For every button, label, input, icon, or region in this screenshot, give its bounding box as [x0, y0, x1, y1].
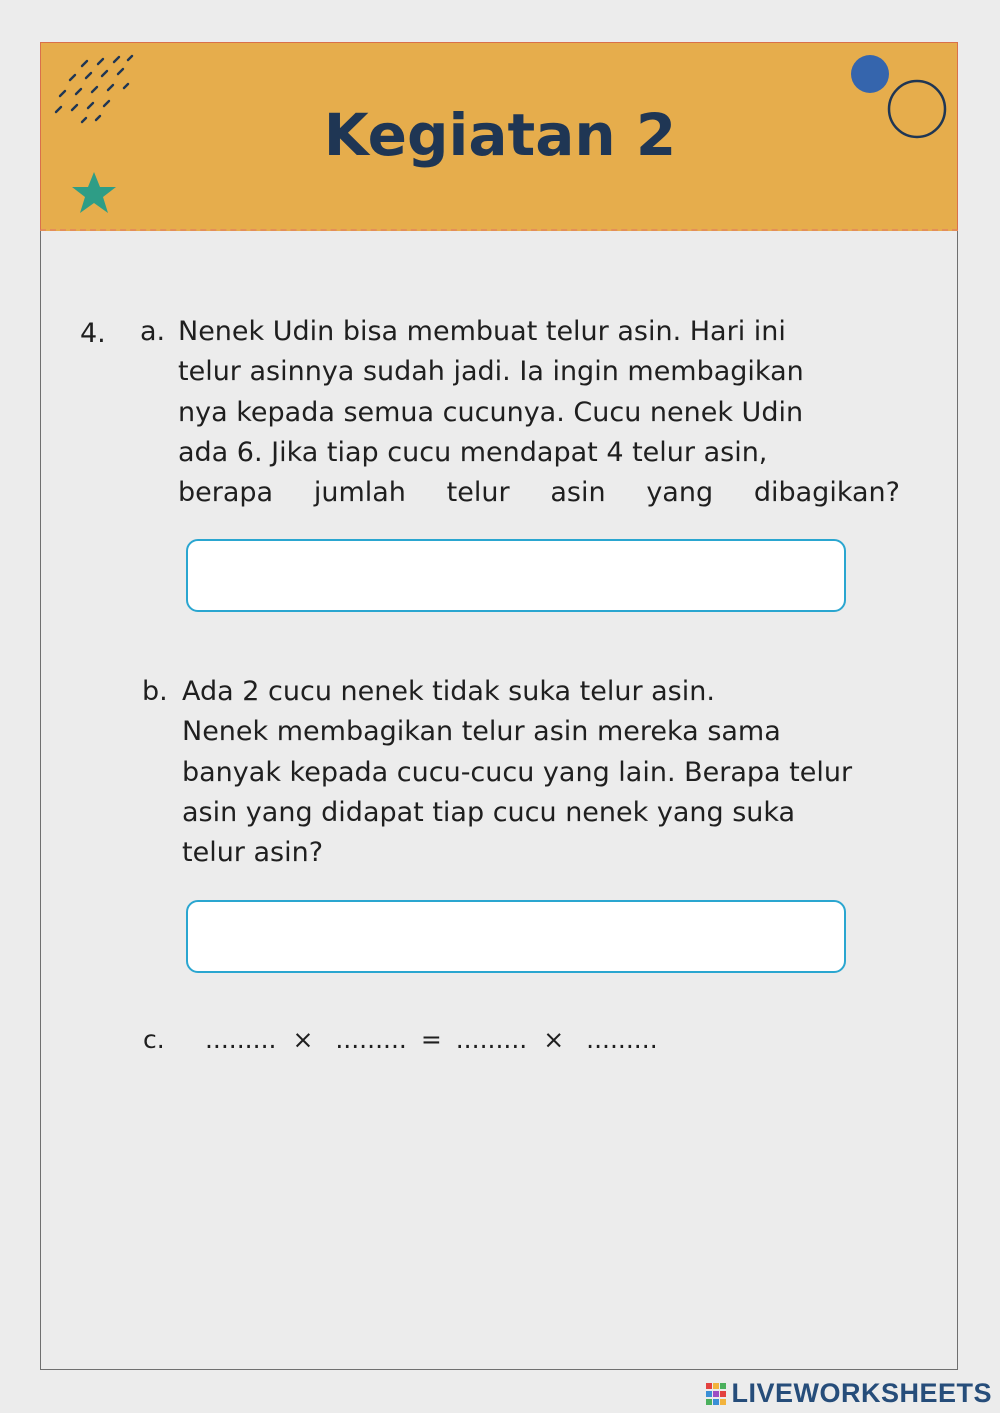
part-b-label: b.	[142, 676, 168, 707]
page-title: Kegiatan 2	[323, 101, 677, 169]
blank-1: .........	[204, 1025, 277, 1054]
question-part-a	[140, 312, 900, 513]
blank-3: .........	[455, 1025, 528, 1054]
word: dibagikan?	[753, 477, 900, 509]
word: berapa	[178, 477, 274, 509]
part-a-line-3: nya kepada semua cucunya. Cucu nenek Udin	[178, 396, 804, 428]
times-sign-2: ×	[543, 1025, 565, 1054]
brand-name: LIVEWORKSHEETS	[731, 1378, 992, 1408]
part-b-line-1: Ada 2 cucu nenek tidak suka telur asin.	[182, 676, 715, 707]
answer-input-b[interactable]	[186, 900, 846, 973]
part-a-line-1: Nenek Udin bisa membuat telur asin. Hari ini	[178, 316, 786, 347]
word: yang	[646, 477, 714, 509]
part-c-label: c.	[143, 1025, 165, 1054]
blank-2: .........	[335, 1025, 407, 1054]
equals-sign: =	[420, 1025, 442, 1054]
star-icon	[70, 170, 118, 216]
part-a-line-4: ada 6. Jika tiap cucu mendapat 4 telur asin,	[178, 436, 768, 468]
part-b-line-3: banyak kepada cucu-cucu yang lain. Berapa telur	[182, 756, 853, 788]
times-sign-1: ×	[292, 1025, 314, 1054]
equation-part-c	[143, 1022, 658, 1058]
part-b-line-2: Nenek membagikan telur asin mereka sama	[182, 716, 781, 748]
word: telur	[446, 477, 510, 509]
part-b-line-5: telur asin?	[182, 837, 324, 869]
question-part-b	[142, 672, 852, 873]
liveworksheets-logo	[705, 1378, 992, 1409]
liveworksheets-logo-icon	[705, 1382, 727, 1406]
word: jumlah	[313, 477, 406, 509]
blank-4: .........	[586, 1025, 658, 1054]
part-a-line-2: telur asinnya sudah jadi. Ia ingin membagikan	[178, 356, 804, 388]
word: asin	[550, 477, 606, 509]
answer-input-a[interactable]	[186, 539, 846, 612]
question-number: 4.	[80, 318, 106, 349]
part-a-line-5	[178, 473, 900, 513]
part-a-label: a.	[140, 316, 166, 347]
part-b-line-4: asin yang didapat tiap cucu nenek yang suka	[182, 796, 796, 828]
